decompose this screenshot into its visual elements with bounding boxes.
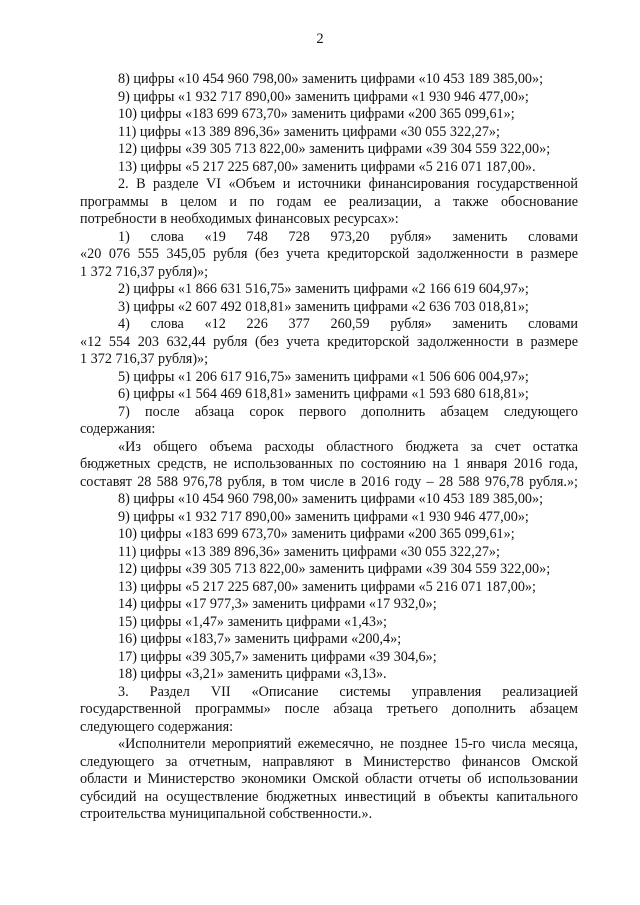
text-line: 11) цифры «13 389 896,36» заменить цифрами «30 055 322,27»; (118, 123, 500, 140)
text-line: «20 076 555 345,05 рубля (без учета кредиторской задолженности в размере (80, 246, 578, 262)
text-line: 18) цифры «3,21» заменить цифрами «3,13». (118, 666, 387, 682)
text-line: 7) после абзаца сорок первого дополнить абзацем следующего (118, 403, 578, 420)
text-line: следующего содержания: (80, 718, 234, 735)
text-line: 12) цифры «39 305 713 822,00» заменить цифрами «39 304 559 322,00»; (118, 141, 551, 157)
text-line: 3. Раздел VII «Описание системы управления реализацией (118, 683, 578, 700)
page-number: 2 (316, 31, 324, 47)
text-line: субсидий на осуществление бюджетных инвестиций в объекты капитального (80, 788, 578, 805)
text-line: государственной программы» после абзаца третьего дополнить абзацем (80, 701, 578, 717)
text-line: 5) цифры «1 206 617 916,75» заменить цифрами «1 506 606 004,97»; (118, 368, 529, 385)
text-line: бюджетных средств, не использованных по состоянию на 1 января 2016 года, (80, 456, 578, 472)
text-line: 3) цифры «2 607 492 018,81» заменить цифрами «2 636 703 018,81»; (118, 298, 529, 315)
text-line: области и Министерство экономики Омской области отчеты об использовании (80, 771, 578, 787)
text-line: 14) цифры «17 977,3» заменить цифрами «17 932,0»; (118, 596, 437, 612)
text-line: содержания: (80, 421, 156, 437)
text-line: потребности в необходимых финансовых ресурсах»: (80, 211, 399, 227)
text-line: 16) цифры «183,7» заменить цифрами «200,4»; (118, 631, 402, 647)
text-line: 12) цифры «39 305 713 822,00» заменить цифрами «39 304 559 322,00»; (118, 561, 551, 577)
text-line: составят 28 588 976,78 рубля, в том числе в 2016 году – 28 588 976,78 рубля.»; (80, 473, 578, 490)
text-line: 11) цифры «13 389 896,36» заменить цифрами «30 055 322,27»; (118, 543, 500, 560)
text-line: программы в целом и по годам ее реализации, а также обоснование (80, 193, 578, 210)
text-line: 1 372 716,37 рубля)»; (80, 263, 209, 280)
text-line: 15) цифры «1,47» заменить цифрами «1,43»; (118, 613, 387, 630)
text-line: «Из общего объема расходы областного бюджета за счет остатка (118, 438, 578, 455)
text-line: 2. В разделе VI «Объем и источники финансирования государственной (118, 176, 578, 192)
text-line: 13) цифры «5 217 225 687,00» заменить цифрами «5 216 071 187,00». (118, 158, 536, 175)
text-line: 10) цифры «183 699 673,70» заменить цифрами «200 365 099,61»; (118, 526, 515, 542)
text-line: 4) слова «12 226 377 260,59 рубля» заменить словами (118, 316, 578, 332)
text-line: «12 554 203 632,44 рубля (без учета кредиторской задолженности в размере (80, 333, 578, 350)
text-line: 13) цифры «5 217 225 687,00» заменить цифрами «5 216 071 187,00»; (118, 578, 536, 595)
text-line: 10) цифры «183 699 673,70» заменить цифрами «200 365 099,61»; (118, 106, 515, 122)
text-line: 9) цифры «1 932 717 890,00» заменить цифрами «1 930 946 477,00»; (118, 508, 529, 525)
text-line: 6) цифры «1 564 469 618,81» заменить цифрами «1 593 680 618,81»; (118, 386, 529, 402)
text-line: «Исполнители мероприятий ежемесячно, не позднее 15-го числа месяца, (118, 736, 578, 752)
text-line: 9) цифры «1 932 717 890,00» заменить цифрами «1 930 946 477,00»; (118, 88, 529, 105)
text-line: следующего за отчетным, направляют в Министерство финансов Омской (80, 753, 578, 770)
text-line: 17) цифры «39 305,7» заменить цифрами «39 304,6»; (118, 648, 437, 665)
text-line: 2) цифры «1 866 631 516,75» заменить цифрами «2 166 619 604,97»; (118, 281, 529, 297)
text-line: 8) цифры «10 454 960 798,00» заменить цифрами «10 453 189 385,00»; (118, 491, 544, 507)
text-line: 1) слова «19 748 728 973,20 рубля» заменить словами (118, 228, 578, 245)
text-line: 8) цифры «10 454 960 798,00» заменить цифрами «10 453 189 385,00»; (118, 71, 544, 87)
text-line: 1 372 716,37 рубля)»; (80, 351, 209, 367)
text-line: строительства муниципальной собственности.». (80, 806, 373, 822)
